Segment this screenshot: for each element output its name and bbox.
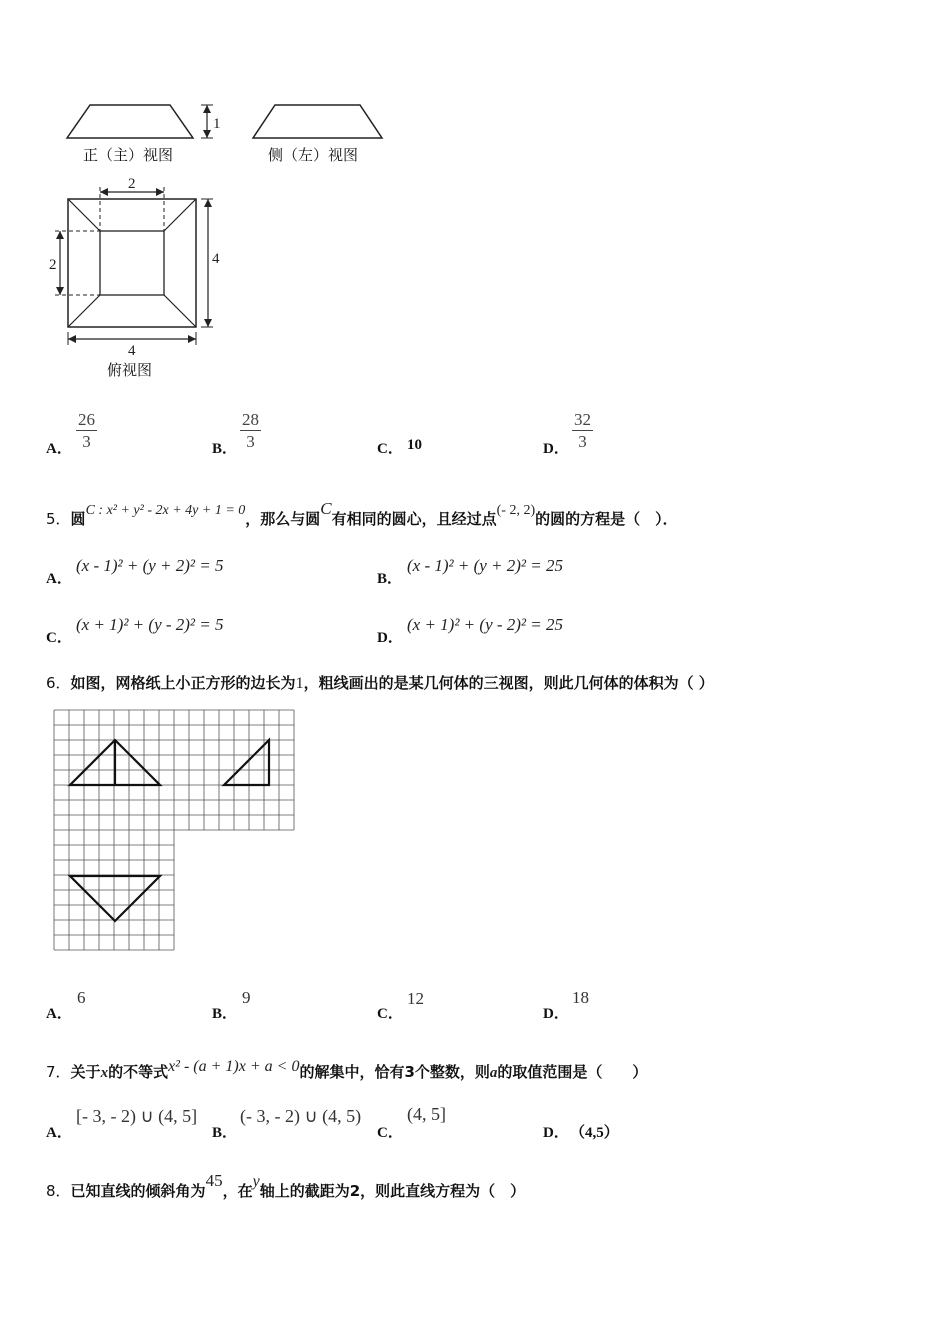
q7-option-a-value: [- 3, - 2) ∪ (4, 5] [76,1106,198,1126]
side-view-triangle [224,740,269,785]
q6-option-b-value: 9 [242,988,251,1007]
dim-bottom: 4 [128,343,136,359]
q7-option-b-value: (- 3, - 2) ∪ (4, 5) [240,1106,362,1126]
q5-option-d-value: (x + 1)² + (y - 2)² = 25 [407,615,564,634]
question-6: 6．如图，网格纸上小正方形的边长为1，粗线画出的是某几何体的三视图，则此几何体的体积为（ ） [46,674,714,692]
q6-option-c-value: 12 [407,989,424,1008]
circle-equation: C : x² + y² - 2x + 4y + 1 = 0 [85,503,246,518]
top-view-label: 俯视图 [107,361,153,379]
q7-option-d-value: （4,5） [570,1125,619,1141]
question-7: 7．关于x的不等式x² - (a + 1)x + a < 0的解集中，恰有3个整数，则a的取值范围是（ ） [46,1058,648,1081]
q4-option-a-letter: A． [46,441,72,457]
q5-option-a-value: (x - 1)² + (y + 2)² = 5 [76,556,224,575]
three-view-figure [49,95,395,385]
q7-option-b-letter: B． [212,1125,238,1141]
q6-option-d-value: 18 [572,988,589,1007]
dim-right: 4 [212,251,220,267]
q7-option-c-letter: C． [377,1125,403,1141]
q5-option-b-value: (x - 1)² + (y + 2)² = 25 [407,556,564,575]
q4-option-c-value: 10 [407,437,422,453]
q4-option-b-value: $\frac{28}{3}$ [242,410,259,451]
question-8: 8．已知直线的倾斜角为45，在y轴上的截距为2，则此直线方程为（ ） [46,1171,526,1200]
dim-top-width: 2 [128,176,136,192]
q4-option-b-letter: B． [212,441,238,457]
q5-option-a-letter: A． [46,571,72,587]
side-view-trapezoid [253,105,382,138]
q5-option-d-letter: D． [377,630,403,646]
q4-option-d-letter: D． [543,441,569,457]
q7-option-a-letter: A． [46,1125,72,1141]
q5-option-c-letter: C． [46,630,72,646]
q5-option-c-value: (x + 1)² + (y - 2)² = 5 [76,615,224,634]
q6-option-c-letter: C． [377,1006,403,1022]
q6-option-b-letter: B． [212,1006,238,1022]
dim-left: 2 [49,257,57,273]
question-5: 5．圆C : x² + y² - 2x + 4y + 1 = 0，那么与圆C有相同的圆心，且经过点(- 2, 2)的圆的方程是（ ）． [46,499,678,528]
q7-option-c-value: (4, 5] [407,1104,446,1124]
q7-option-d-letter: D． [543,1125,569,1141]
q4-option-c-letter: C． [377,441,403,457]
grid-three-view-figure [50,704,300,956]
q6-option-a-letter: A． [46,1006,72,1022]
q4-option-a-value: $\frac{26}{3}$ [78,410,95,451]
front-view-label: 正（主）视图 [83,146,174,164]
front-view-trapezoid [67,105,193,138]
top-view [55,187,213,345]
dim-height: 1 [213,116,221,132]
q4-option-d-value: $\frac{32}{3}$ [574,410,591,451]
q6-option-d-letter: D． [543,1006,569,1022]
point: (- 2, 2) [496,503,536,518]
inequality: x² - (a + 1)x + a < 0 [168,1058,300,1075]
circle-name: C [320,499,332,518]
side-view-label: 侧（左）视图 [268,146,359,164]
q5-option-b-letter: B． [377,571,403,587]
top-view-triangle [70,876,160,921]
q6-option-a-value: 6 [77,988,86,1007]
